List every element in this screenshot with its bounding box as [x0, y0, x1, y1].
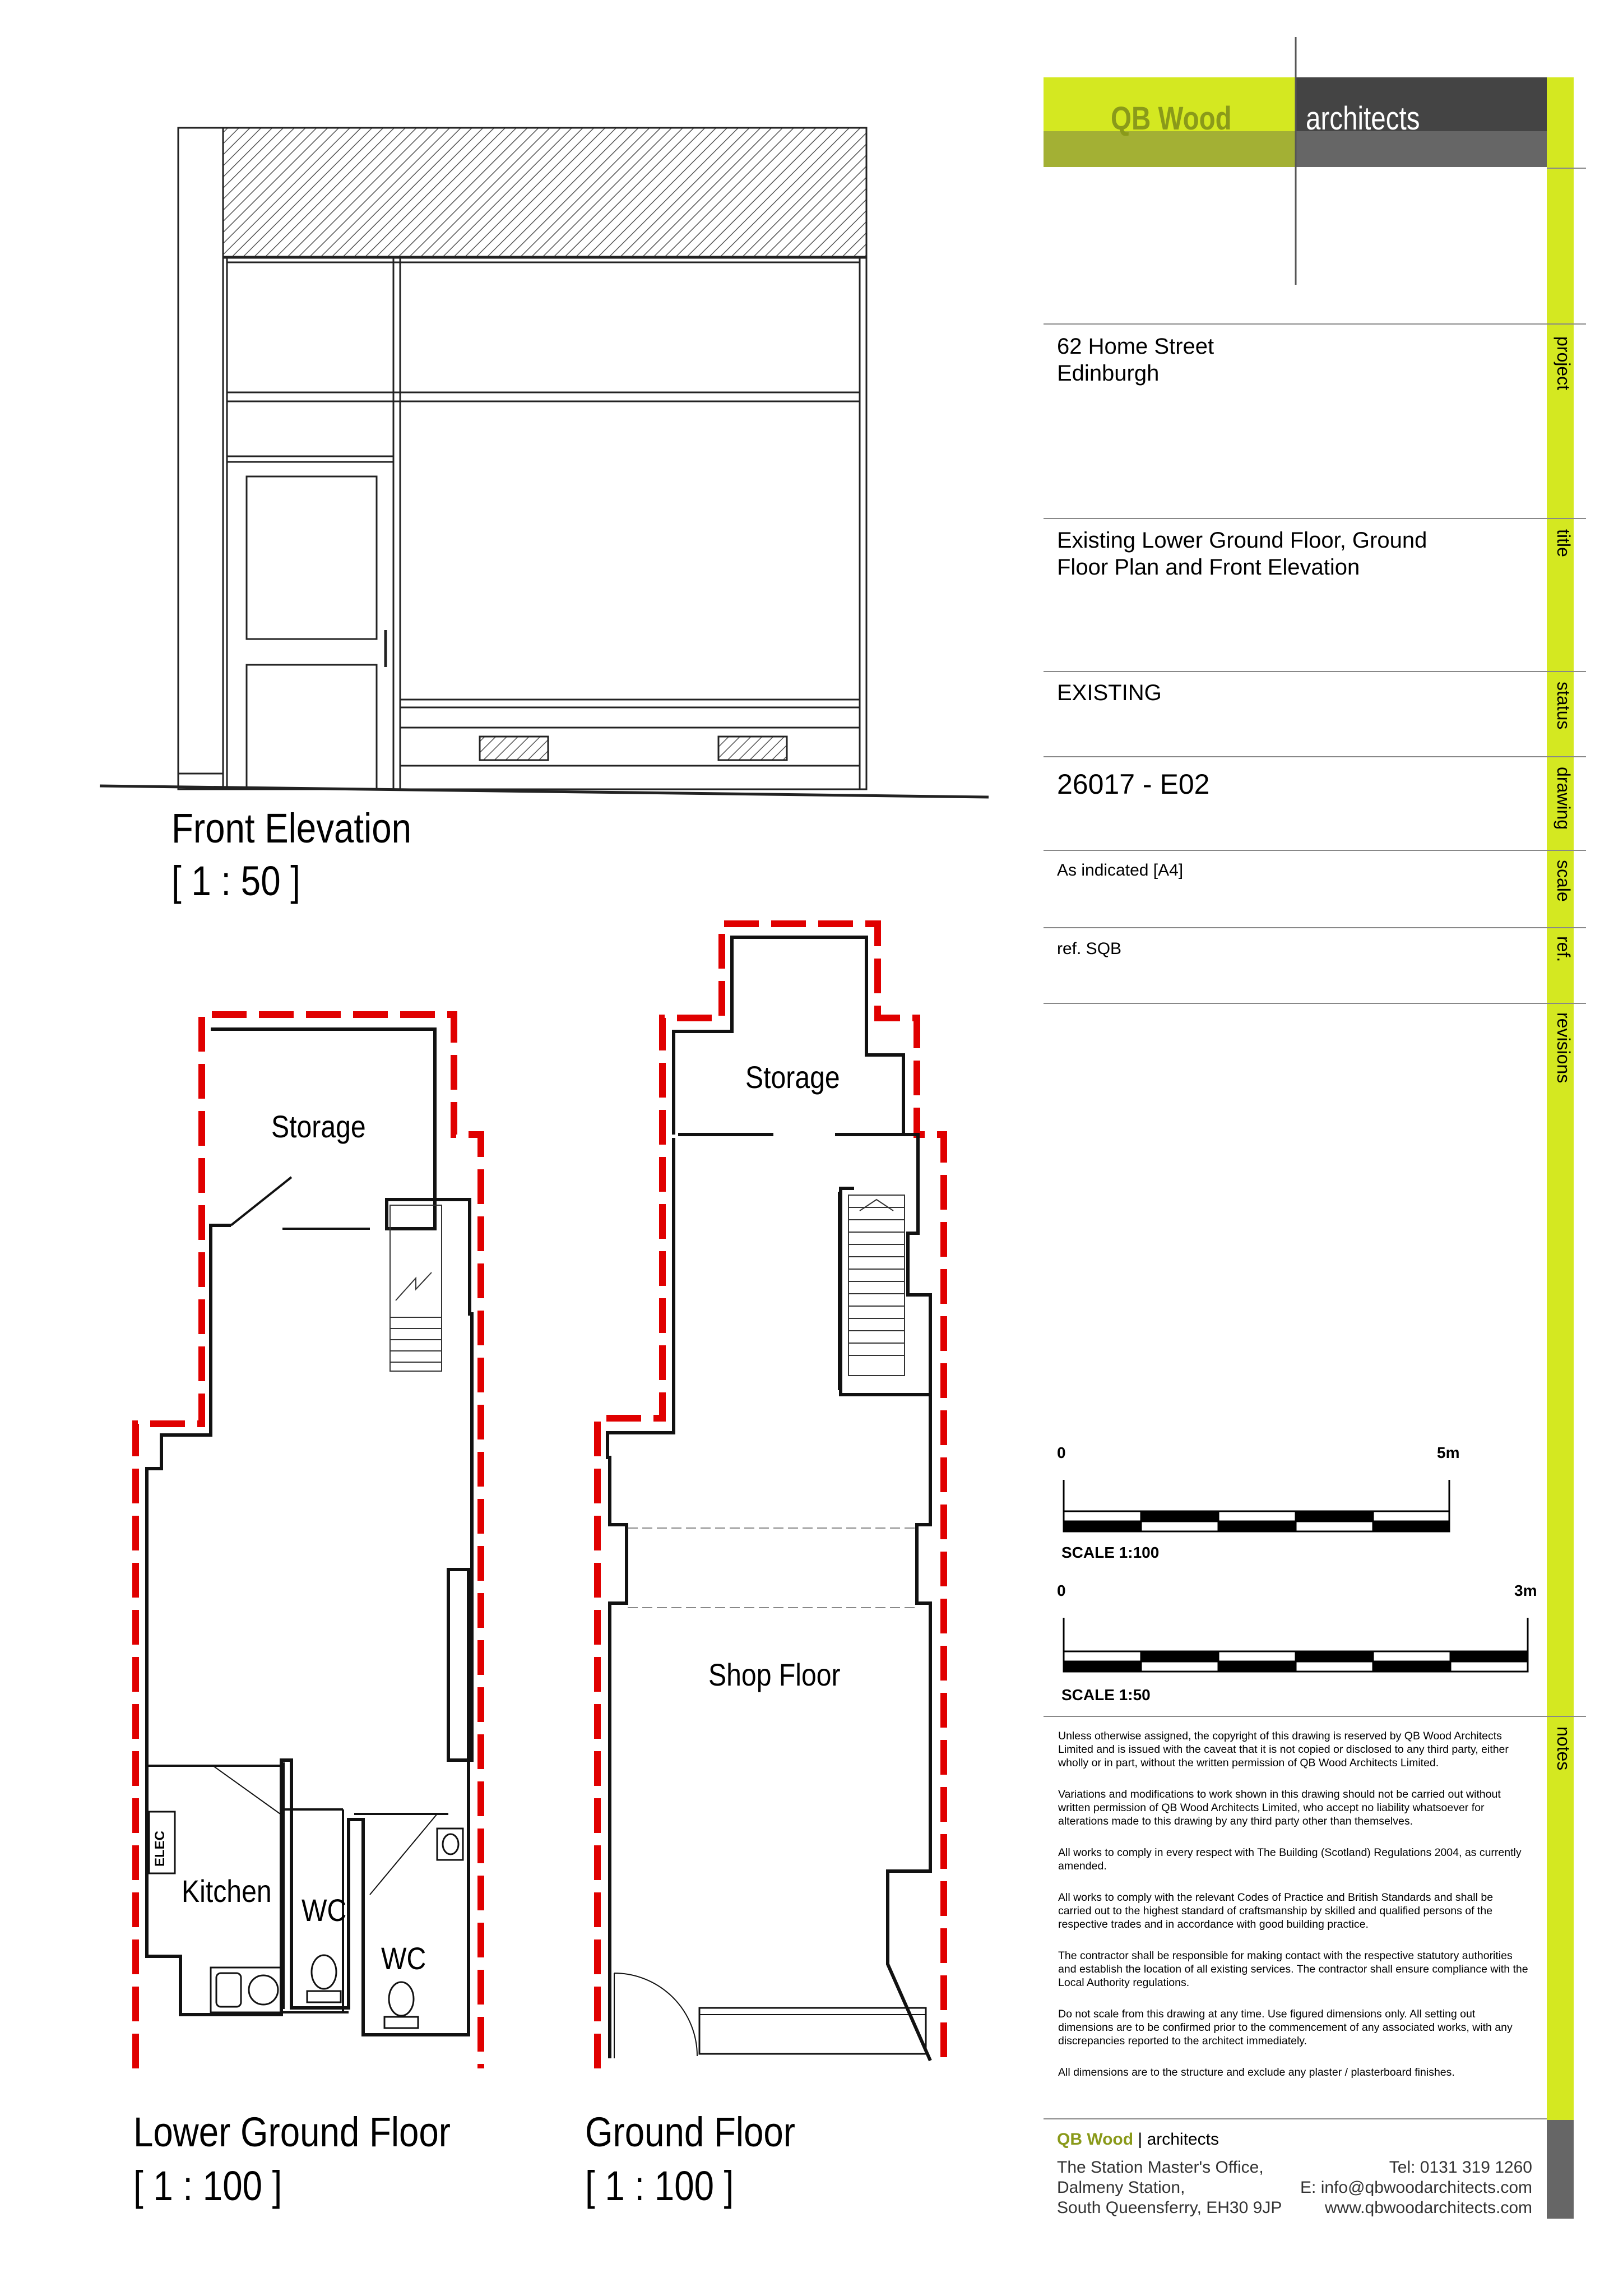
- scale-bar-1-50: [1064, 1618, 1528, 1672]
- vent-grille-left: [480, 737, 548, 760]
- label-notes: notes: [1554, 1726, 1574, 1771]
- label-drawing: drawing: [1554, 767, 1574, 830]
- vent-grille-right: [718, 737, 787, 760]
- gf-entrance-door-swing: [614, 1973, 697, 2058]
- scale-bar-1-100: [1064, 1480, 1449, 1531]
- lower-ground-floor-scale: [ 1 : 100 ]: [133, 2163, 282, 2209]
- label-project: project: [1554, 336, 1574, 391]
- label-status: status: [1554, 682, 1574, 730]
- ground-floor-title: Ground Floor: [585, 2109, 795, 2155]
- door-upper-panel: [247, 476, 377, 639]
- lgf-elec-label: ELEC: [152, 1830, 168, 1867]
- scale-bar-2-caption: SCALE 1:50: [1061, 1686, 1151, 1704]
- gf-room-storage: Storage: [745, 1059, 840, 1095]
- footer-website[interactable]: www.qbwoodarchitects.com: [1324, 2198, 1532, 2217]
- project-address-line-2: Edinburgh: [1057, 361, 1160, 386]
- label-revisions: revisions: [1554, 1012, 1574, 1084]
- lower-ground-floor-title: Lower Ground Floor: [133, 2109, 451, 2155]
- project-address-line-1: 62 Home Street: [1057, 334, 1214, 359]
- footer-brand: QB Wood: [1057, 2130, 1134, 2149]
- scale-bar-2-start: 0: [1057, 1582, 1066, 1599]
- footer-brand-line: [1057, 2130, 1219, 2149]
- note-copyright: Unless otherwise assigned, the copyright of this drawing is reserved by QB Wood Architects Limited and is issued with the caveat that it is not copied or disclosed to any third party, either wholly or in part, without the written permission of QB Wood Architects Limited.: [1058, 1730, 1509, 1769]
- label-title: title: [1554, 529, 1574, 557]
- lgf-room-wc-2: WC: [381, 1941, 426, 1976]
- note-contractor: The contractor shall be responsible for making contact with the respective statutory authorities and establish the location of all existing services. The contractor shall ensure compliance with the Local Authority regulations.: [1058, 1950, 1528, 1989]
- lgf-room-wc-1: WC: [302, 1892, 347, 1928]
- drawing-title-line-2: Floor Plan and Front Elevation: [1057, 555, 1360, 580]
- footer-suffix: architects: [1147, 2130, 1219, 2149]
- drawing-ref: ref. SQB: [1057, 939, 1122, 958]
- label-scale: scale: [1554, 860, 1574, 902]
- logo-brand: QB Wood: [1111, 100, 1232, 137]
- gf-room-shop-floor: Shop Floor: [708, 1657, 841, 1692]
- footer-address-2: Dalmeny Station,: [1057, 2178, 1185, 2197]
- footer-address-1: The Station Master's Office,: [1057, 2158, 1264, 2177]
- drawing-status: EXISTING: [1057, 681, 1162, 705]
- footer-email[interactable]: E: info@qbwoodarchitects.com: [1300, 2178, 1532, 2197]
- drawing-notes: [1058, 1729, 1529, 2097]
- front-elevation-scale: [ 1 : 50 ]: [171, 858, 300, 904]
- door-lower-panel: [247, 665, 377, 789]
- footer-address-3: South Queensferry, EH30 9JP: [1057, 2198, 1282, 2217]
- note-dimensions: All dimensions are to the structure and exclude any plaster / plasterboard finishes.: [1058, 2066, 1455, 2079]
- gf-stair: [848, 1195, 905, 1376]
- fascia-hatch: [223, 128, 866, 257]
- note-building-regs: All works to comply in every respect with The Building (Scotland) Regulations 2004, as currently amended.: [1058, 1846, 1522, 1872]
- note-variations: Variations and modifications to work shown in this drawing should not be carried out without written permission of QB Wood Architects Limited, who accept no liability whatsoever for alterations made to this drawing by any third party other than themselves.: [1058, 1788, 1501, 1827]
- lgf-wc-pans: [307, 1829, 463, 2028]
- scale-bar-1-end: 5m: [1437, 1444, 1460, 1461]
- lgf-kitchen-sink: [211, 1968, 281, 2012]
- scale-bar-1-caption: SCALE 1:100: [1061, 1544, 1160, 1561]
- lgf-room-storage: Storage: [271, 1109, 366, 1144]
- ground-floor-plan: [597, 924, 944, 2068]
- grey-side-strip-bottom: [1547, 2120, 1574, 2219]
- gf-walls: [674, 937, 930, 1395]
- note-do-not-scale: Do not scale from this drawing at any time. Use figured dimensions only. All setting out dimensions are to be confirmed prior to the commencement of any associated works, with any discrepancies reported to the architect immediately.: [1058, 2008, 1513, 2047]
- lgf-room-kitchen: Kitchen: [182, 1873, 272, 1909]
- front-elevation-title: Front Elevation: [171, 805, 412, 851]
- drawing-number: 26017 - E02: [1057, 769, 1210, 800]
- note-codes-of-practice: All works to comply with the relevant Codes of Practice and British Standards and shall be carried out to the highest standard of craftsmanship by skilled and qualified persons of the respective trades and in accordance with good building practice.: [1058, 1891, 1494, 1931]
- scale-bar-2-end: 3m: [1514, 1582, 1537, 1599]
- footer-sep: |: [1133, 2130, 1147, 2149]
- front-elevation-drawing: [100, 128, 989, 797]
- footer-tel: Tel: 0131 319 1260: [1389, 2158, 1532, 2177]
- drawing-title-line-1: Existing Lower Ground Floor, Ground: [1057, 528, 1427, 553]
- label-ref: ref.: [1554, 936, 1574, 962]
- ground-floor-scale: [ 1 : 100 ]: [585, 2163, 734, 2209]
- gf-boundary-dashed: [597, 924, 944, 2068]
- scale-bar-1-start: 0: [1057, 1444, 1066, 1461]
- logo-suffix: architects: [1306, 100, 1420, 137]
- drawing-scale: As indicated [A4]: [1057, 861, 1184, 879]
